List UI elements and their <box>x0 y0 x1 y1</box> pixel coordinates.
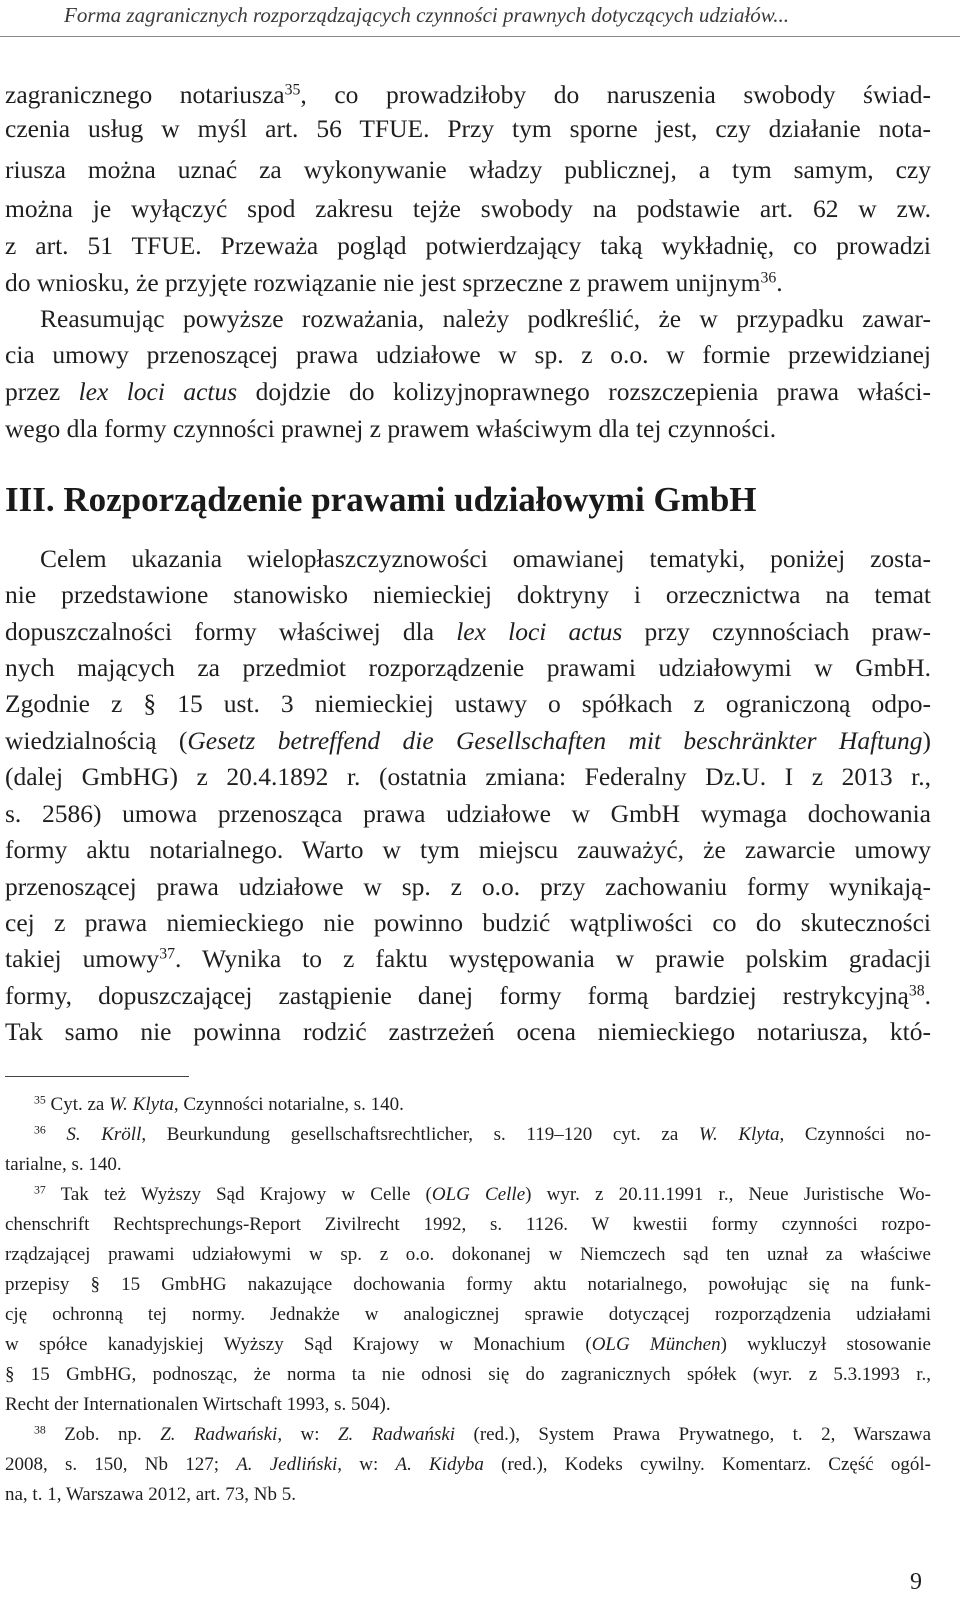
body-line: zagranicznego notariusza$^{35}$, co prowadziłoby do naruszenia swobody świad- <box>5 80 931 109</box>
footnote-line: na, t. 1, Warszawa 2012, art. 73, Nb 5. <box>5 1484 296 1505</box>
footnote-line: chenschrift Rechtsprechungs-Report Zivilrecht 1992, s. 1126. W kwestii formy czynności rozpo- <box>5 1214 931 1235</box>
body-line: formy, dopuszczającej zastąpienie danej formy formą bardziej restrykcyjną$^{38}$. <box>5 981 931 1010</box>
footnote-line: § 15 GmbHG, podnosząc, że norma ta nie odnosi się do zagranicznych spółek (wyr. z 5.3.1993 r., <box>5 1364 931 1385</box>
body-line: z art. 51 TFUE. Przeważa pogląd potwierdzający taką wykładnię, co prowadzi <box>5 231 931 260</box>
footnote-line: Recht der Internationalen Wirtschaft 1993, s. 504). <box>5 1394 391 1415</box>
body-line: wiedzialnością (Gesetz betreffend die Gesellschaften mit beschränkter Haftung) <box>5 726 931 755</box>
footnote-line: 2008, s. 150, Nb 127; A. Jedliński, w: A. Kidyba (red.), Kodeks cywilny. Komentarz. Część ogól- <box>5 1454 931 1475</box>
footnote-ref-37[interactable]: 37 <box>159 945 175 963</box>
header-divider <box>0 36 960 37</box>
body-line: cia umowy przenoszącej prawa udziałowe w sp. z o.o. w formie przewidzianej <box>5 340 931 369</box>
footnote-35: $^{35}$ Cyt. za W. Klyta, Czynności notarialne, s. 140. <box>34 1093 404 1115</box>
footnote-37: $^{37}$ Tak też Wyższy Sąd Krajowy w Celle (OLG Celle) wyr. z 20.11.1991 r., Neue Juristische Wo- <box>34 1183 931 1205</box>
body-line: dopuszczalności formy właściwej dla lex loci actus przy czynnościach praw- <box>5 617 931 646</box>
footnote-38: $^{38}$ Zob. np. Z. Radwański, w: Z. Radwański (red.), System Prawa Prywatnego, t. 2, Warszawa <box>34 1423 932 1445</box>
footnote-line: rządzającej prawami udziałowymi w sp. z o.o. dokonanej w Niemczech sąd ten uznał za właściwe <box>5 1244 931 1265</box>
body-line: Tak samo nie powinna rodzić zastrzeżeń ocena niemieckiego notariusza, któ- <box>5 1017 931 1046</box>
footnote-ref-38[interactable]: 38 <box>908 982 925 1000</box>
body-line: wego dla formy czynności prawnej z prawem właściwym dla tej czynności. <box>5 414 777 443</box>
body-line: do wniosku, że przyjęte rozwiązanie nie jest sprzeczne z prawem unijnym$^{36}$. <box>5 268 783 297</box>
body-line: Celem ukazania wielopłaszczyznowości omawianej tematyki, poniżej zosta- <box>40 544 931 573</box>
body-line: można je wyłączyć spod zakresu tejże swobody na podstawie art. 62 w zw. <box>5 194 931 223</box>
body-line: takiej umowy$^{37}$. Wynika to z faktu występowania w prawie polskim gradacji <box>5 944 931 973</box>
footnote-line: cję ochronną tej normy. Jednakże w analogicznej sprawie dotyczącej rozporządzenia udziałami <box>5 1304 931 1325</box>
body-line: czenia usług w myśl art. 56 TFUE. Przy tym sporne jest, czy działanie nota- <box>5 114 931 143</box>
page-number: 9 <box>910 1569 922 1595</box>
footnote-36: $^{36}$ S. Kröll, Beurkundung gesellschaftsrechtlicher, s. 119–120 cyt. za W. Klyta, Czynności no- <box>34 1123 931 1145</box>
section-heading: III. Rozporządzenie prawami udziałowymi GmbH <box>5 480 757 519</box>
body-line: nych mających za przedmiot rozporządzenie prawami udziałowymi w GmbH. <box>5 653 931 682</box>
running-head: Forma zagranicznych rozporządzających czynności prawnych dotyczących udziałów... <box>64 3 789 27</box>
body-line: nie przedstawione stanowisko niemieckiej doktryny i orzecznictwa na temat <box>5 580 931 609</box>
body-line: Reasumując powyższe rozważania, należy podkreślić, że w przypadku zawar- <box>40 304 931 333</box>
body-line: cej z prawa niemieckiego nie powinno budzić wątpliwości co do skuteczności <box>5 908 931 937</box>
body-line: riusza można uznać za wykonywanie władzy publicznej, a tym samym, czy <box>5 155 931 184</box>
footnote-separator <box>5 1076 189 1077</box>
body-line: przenoszącej prawa udziałowe w sp. z o.o. przy zachowaniu formy wynikają- <box>5 872 931 901</box>
body-line: s. 2586) umowa przenosząca prawa udziałowe w GmbH wymaga dochowania <box>5 799 931 828</box>
footnote-ref-36[interactable]: 36 <box>760 269 777 287</box>
body-line: (dalej GmbHG) z 20.4.1892 r. (ostatnia zmiana: Federalny Dz.U. I z 2013 r., <box>5 762 931 791</box>
body-line: przez lex loci actus dojdzie do kolizyjnoprawnego rozszczepienia prawa właści- <box>5 377 931 406</box>
body-line: Zgodnie z § 15 ust. 3 niemieckiej ustawy o spółkach z ograniczoną odpo- <box>5 689 931 718</box>
footnote-ref-35[interactable]: 35 <box>284 81 301 99</box>
body-line: formy aktu notarialnego. Warto w tym miejscu zauważyć, że zawarcie umowy <box>5 835 931 864</box>
footnote-line: tarialne, s. 140. <box>5 1154 122 1175</box>
footnote-line: przepisy § 15 GmbHG nakazujące dochowania formy aktu notarialnego, powołując się na funk- <box>5 1274 931 1295</box>
footnote-line: w spółce kanadyjskiej Wyższy Sąd Krajowy w Monachium (OLG München) wykluczył stosowanie <box>5 1334 931 1355</box>
